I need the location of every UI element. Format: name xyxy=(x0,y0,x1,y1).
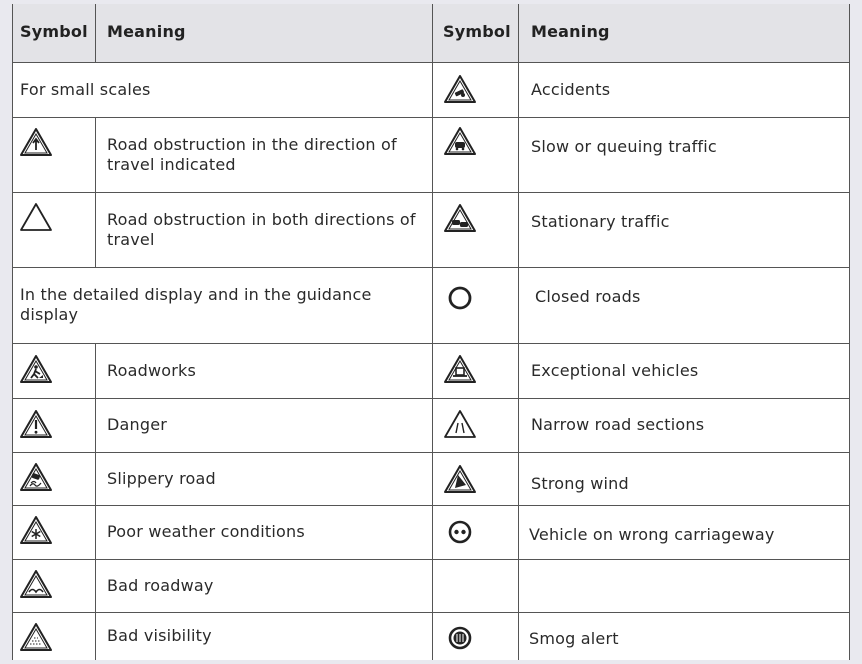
header-symbol-right: Symbol xyxy=(443,22,511,41)
meaning-roadworks: Roadworks xyxy=(107,360,197,380)
column-divider xyxy=(849,4,850,660)
symbol-legend-table xyxy=(12,4,850,660)
meaning-strong-wind: Strong wind xyxy=(531,473,629,493)
meaning-accidents: Accidents xyxy=(531,79,611,99)
strong-wind-icon xyxy=(443,464,477,494)
section-detailed-display: In the detailed display and in the guidance display xyxy=(20,285,372,324)
bad-visibility-icon xyxy=(19,622,53,652)
section-small-scales: For small scales xyxy=(20,79,151,99)
meaning-danger: Danger xyxy=(107,415,168,434)
exceptional-vehicles-icon xyxy=(443,354,477,384)
meaning-poor-weather: Poor weather conditions xyxy=(107,522,305,541)
column-divider xyxy=(432,4,433,660)
column-divider xyxy=(95,343,96,660)
accident-icon xyxy=(443,74,477,104)
meaning-smog-alert: Smog alert xyxy=(529,629,619,648)
meaning-exceptional-vehicles: Exceptional vehicles xyxy=(531,360,699,380)
slippery-road-icon xyxy=(19,462,53,492)
wrong-carriageway-icon xyxy=(443,517,477,547)
meaning-slippery-road: Slippery road xyxy=(107,468,216,488)
header-meaning-right: Meaning xyxy=(531,22,610,41)
meaning-stationary-traffic: Stationary traffic xyxy=(531,212,670,231)
bad-roadway-icon xyxy=(19,569,53,599)
road-obstruction-direction-icon xyxy=(19,127,53,157)
meaning-road-obstruction-both: Road obstruction in both directions of travel xyxy=(107,209,416,249)
column-divider xyxy=(95,4,96,62)
road-obstruction-both-icon xyxy=(19,202,53,232)
meaning-wrong-carriageway: Vehicle on wrong carriageway xyxy=(529,524,775,544)
smog-alert-icon xyxy=(443,623,477,653)
stationary-traffic-icon xyxy=(443,203,477,233)
roadworks-icon xyxy=(19,354,53,384)
slow-traffic-icon xyxy=(443,126,477,156)
meaning-narrow-road: Narrow road sections xyxy=(531,415,705,434)
column-divider xyxy=(95,117,96,267)
meaning-bad-visibility: Bad visibility xyxy=(107,626,212,645)
column-divider xyxy=(12,4,13,660)
meaning-slow-traffic: Slow or queuing traffic xyxy=(531,137,717,156)
narrow-road-icon xyxy=(443,409,477,439)
danger-icon xyxy=(19,409,53,439)
header-symbol-left: Symbol xyxy=(20,22,88,41)
header-meaning-left: Meaning xyxy=(107,22,186,41)
closed-roads-icon xyxy=(443,283,477,313)
column-divider xyxy=(518,4,519,660)
meaning-road-obstruction-direction: Road obstruction in the direction of travel indicated xyxy=(107,134,397,174)
meaning-closed-roads: Closed roads xyxy=(535,287,641,306)
meaning-bad-roadway: Bad roadway xyxy=(107,575,214,595)
poor-weather-icon xyxy=(19,515,53,545)
